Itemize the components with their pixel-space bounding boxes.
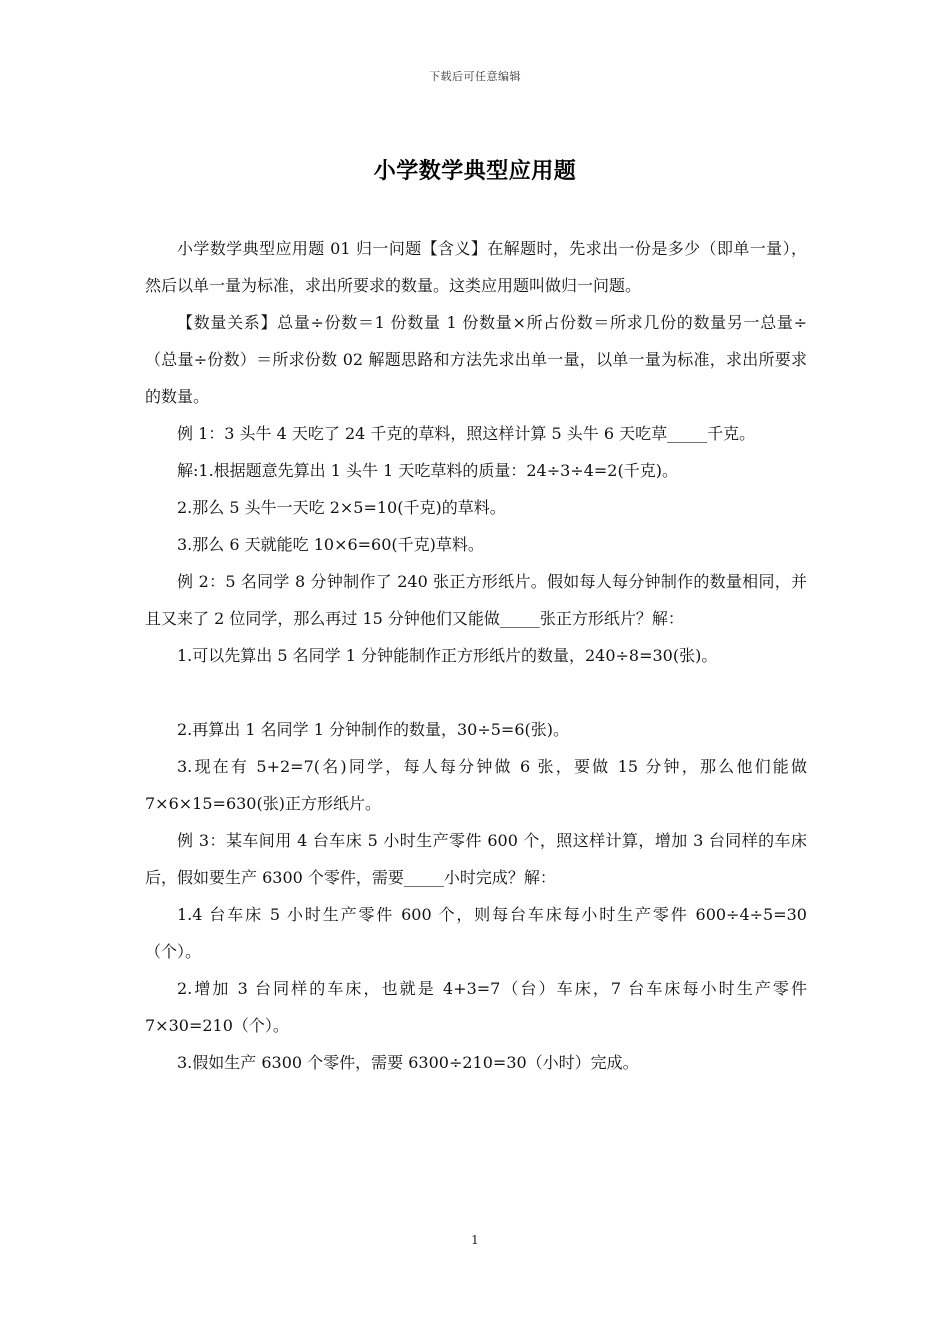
paragraph-example-1: 例 1：3 头牛 4 天吃了 24 千克的草料，照这样计算 5 头牛 6 天吃草_____千克。 — [177, 424, 756, 443]
paragraph-example-3-step-3: 3.假如生产 6300 个零件，需要 6300÷210=30（小时）完成。 — [177, 1053, 639, 1072]
paragraph-definition: 小学数学典型应用题 01 归一问题【含义】在解题时，先求出一份是多少（即单一量），然后以单一量为标准，求出所要求的数量。这类应用题叫做归一问题。 — [145, 239, 807, 295]
header-note: 下载后可任意编辑 — [429, 70, 521, 83]
paragraph-example-2-step-1: 1.可以先算出 5 名同学 1 分钟能制作正方形纸片的数量，240÷8=30(张)。 — [177, 646, 718, 665]
paragraph-quantity-relation: 【数量关系】总量÷份数＝1 份数量 1 份数量×所占份数＝所求几份的数量另一总量÷（总量÷份数）＝所求份数 02 解题思路和方法先求出单一量，以单一量为标准，求出所要求的数量。 — [145, 313, 807, 406]
paragraph-example-1-step-2: 2.那么 5 头牛一天吃 2×5=10(千克)的草料。 — [177, 498, 506, 517]
document-body — [145, 230, 807, 1081]
page-number: 1 — [471, 1233, 479, 1247]
paragraph-example-2: 例 2：5 名同学 8 分钟制作了 240 张正方形纸片。假如每人每分钟制作的数量相同，并且又来了 2 位同学，那么再过 15 分钟他们又能做_____张正方形纸片？解： — [145, 572, 807, 628]
paragraph-example-3-step-2: 2.增加 3 台同样的车床，也就是 4+3=7（台）车床，7 台车床每小时生产零件 7×30=210（个）。 — [145, 979, 807, 1035]
paragraph-example-3: 例 3：某车间用 4 台车床 5 小时生产零件 600 个，照这样计算，增加 3 台同样的车床后，假如要生产 6300 个零件，需要_____小时完成？解： — [145, 831, 807, 887]
paragraph-example-3-step-1: 1.4 台车床 5 小时生产零件 600 个，则每台车床每小时生产零件 600÷4÷5=30（个）。 — [145, 905, 807, 961]
page-title: 小学数学典型应用题 — [373, 158, 577, 184]
paragraph-example-2-step-2: 2.再算出 1 名同学 1 分钟制作的数量，30÷5=6(张)。 — [177, 720, 569, 739]
paragraph-example-1-step-3: 3.那么 6 天就能吃 10×6=60(千克)草料。 — [177, 535, 484, 554]
paragraph-example-1-step-1: 解:1.根据题意先算出 1 头牛 1 天吃草料的质量：24÷3÷4=2(千克)。 — [177, 461, 678, 480]
paragraph-example-2-step-3: 3.现在有 5+2=7(名)同学，每人每分钟做 6 张，要做 15 分钟，那么他们能做 7×6×15=630(张)正方形纸片。 — [145, 757, 807, 813]
